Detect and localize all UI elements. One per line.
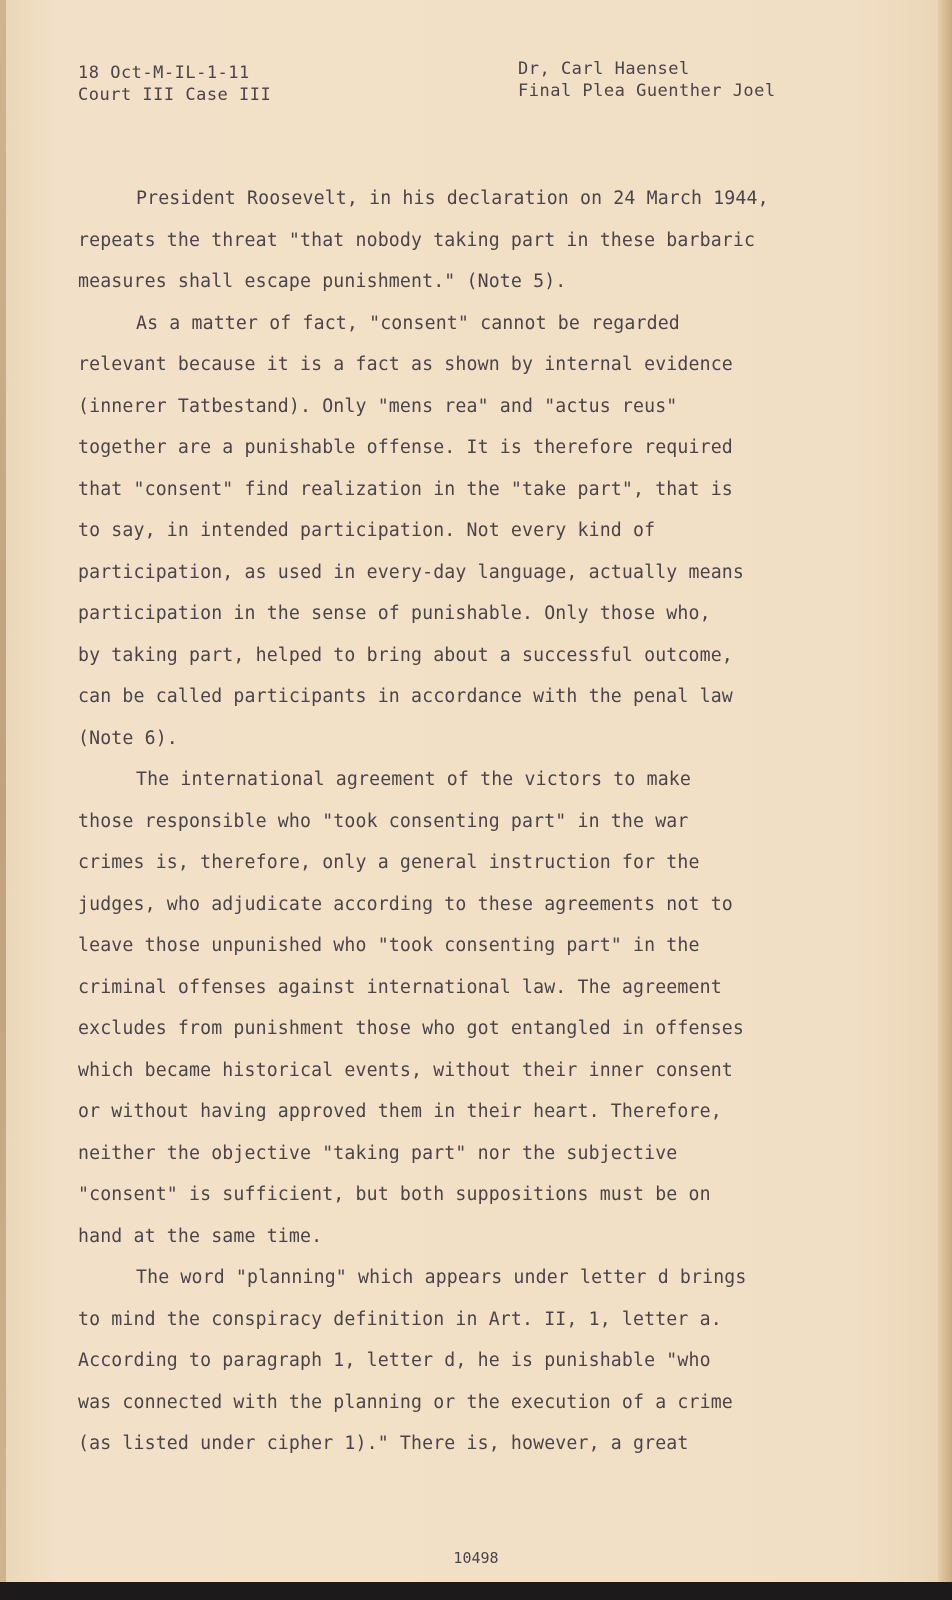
text-line: that "consent" find realization in the "take part", that is — [78, 478, 733, 500]
text-line: neither the objective "taking part" nor the subjective — [78, 1142, 678, 1164]
text-line: (innerer Tatbestand). Only "mens rea" and "actus reus" — [78, 395, 678, 417]
text-line: leave those unpunished who "took consenting part" in the — [78, 935, 700, 956]
text-line: together are a punishable offense. It is therefore required — [78, 437, 733, 458]
text-line: relevant because it is a fact as shown by internal evidence — [78, 354, 733, 375]
text-line: criminal offenses against international law. The agreement — [78, 976, 722, 998]
text-line: The international agreement of the victors to make — [136, 769, 691, 790]
text-line: According to paragraph 1, letter d, he is punishable "who — [78, 1350, 711, 1371]
text-line: As a matter of fact, "consent" cannot be regarded — [136, 312, 680, 334]
page-edge-left — [0, 0, 6, 1600]
text-line: The word "planning" which appears under letter d brings — [136, 1267, 747, 1288]
page-number: 10498 — [453, 1549, 499, 1567]
text-line: measures shall escape punishment." (Note 5). — [78, 271, 567, 292]
text-line: crimes is, therefore, only a general instruction for the — [78, 852, 700, 873]
header-reference — [78, 62, 271, 106]
text-line: repeats the threat "that nobody taking part in these barbaric — [78, 229, 756, 251]
text-line: hand at the same time. — [78, 1225, 323, 1247]
text-line: those responsible who "took consenting part" in the war — [78, 810, 689, 832]
document-id: 18 Oct-M-IL-1-11 — [78, 63, 250, 83]
document-title: Final Plea Guenther Joel — [518, 81, 776, 101]
header-author — [518, 58, 776, 102]
text-line: or without having approved them in their heart. Therefore, — [78, 1101, 722, 1122]
court-case: Court III Case III — [78, 85, 272, 105]
body-text — [78, 178, 858, 1465]
text-line: (Note 6). — [78, 727, 178, 749]
page-edge-bottom — [0, 1582, 952, 1600]
text-line: (as listed under cipher 1)." There is, however, a great — [78, 1433, 689, 1454]
text-line: was connected with the planning or the execution of a crime — [78, 1391, 733, 1413]
text-line: excludes from punishment those who got entangled in offenses — [78, 1018, 744, 1039]
text-line: "consent" is sufficient, but both suppositions must be on — [78, 1184, 711, 1205]
text-line: participation in the sense of punishable. Only those who, — [78, 603, 711, 624]
text-line: to say, in intended participation. Not every kind of — [78, 520, 656, 541]
page-edge-right — [938, 0, 952, 1600]
text-line: by taking part, helped to bring about a successful outcome, — [78, 644, 733, 666]
text-line: to mind the conspiracy definition in Art. II, 1, letter a. — [78, 1308, 722, 1330]
text-line: participation, as used in every-day language, actually means — [78, 561, 744, 583]
author-name: Dr, Carl Haensel — [518, 59, 690, 79]
text-line: can be called participants in accordance with the penal law — [78, 686, 733, 707]
text-line: which became historical events, without their inner consent — [78, 1059, 733, 1081]
text-line: judges, who adjudicate according to these agreements not to — [78, 893, 733, 915]
text-line: President Roosevelt, in his declaration on 24 March 1944, — [136, 188, 769, 209]
